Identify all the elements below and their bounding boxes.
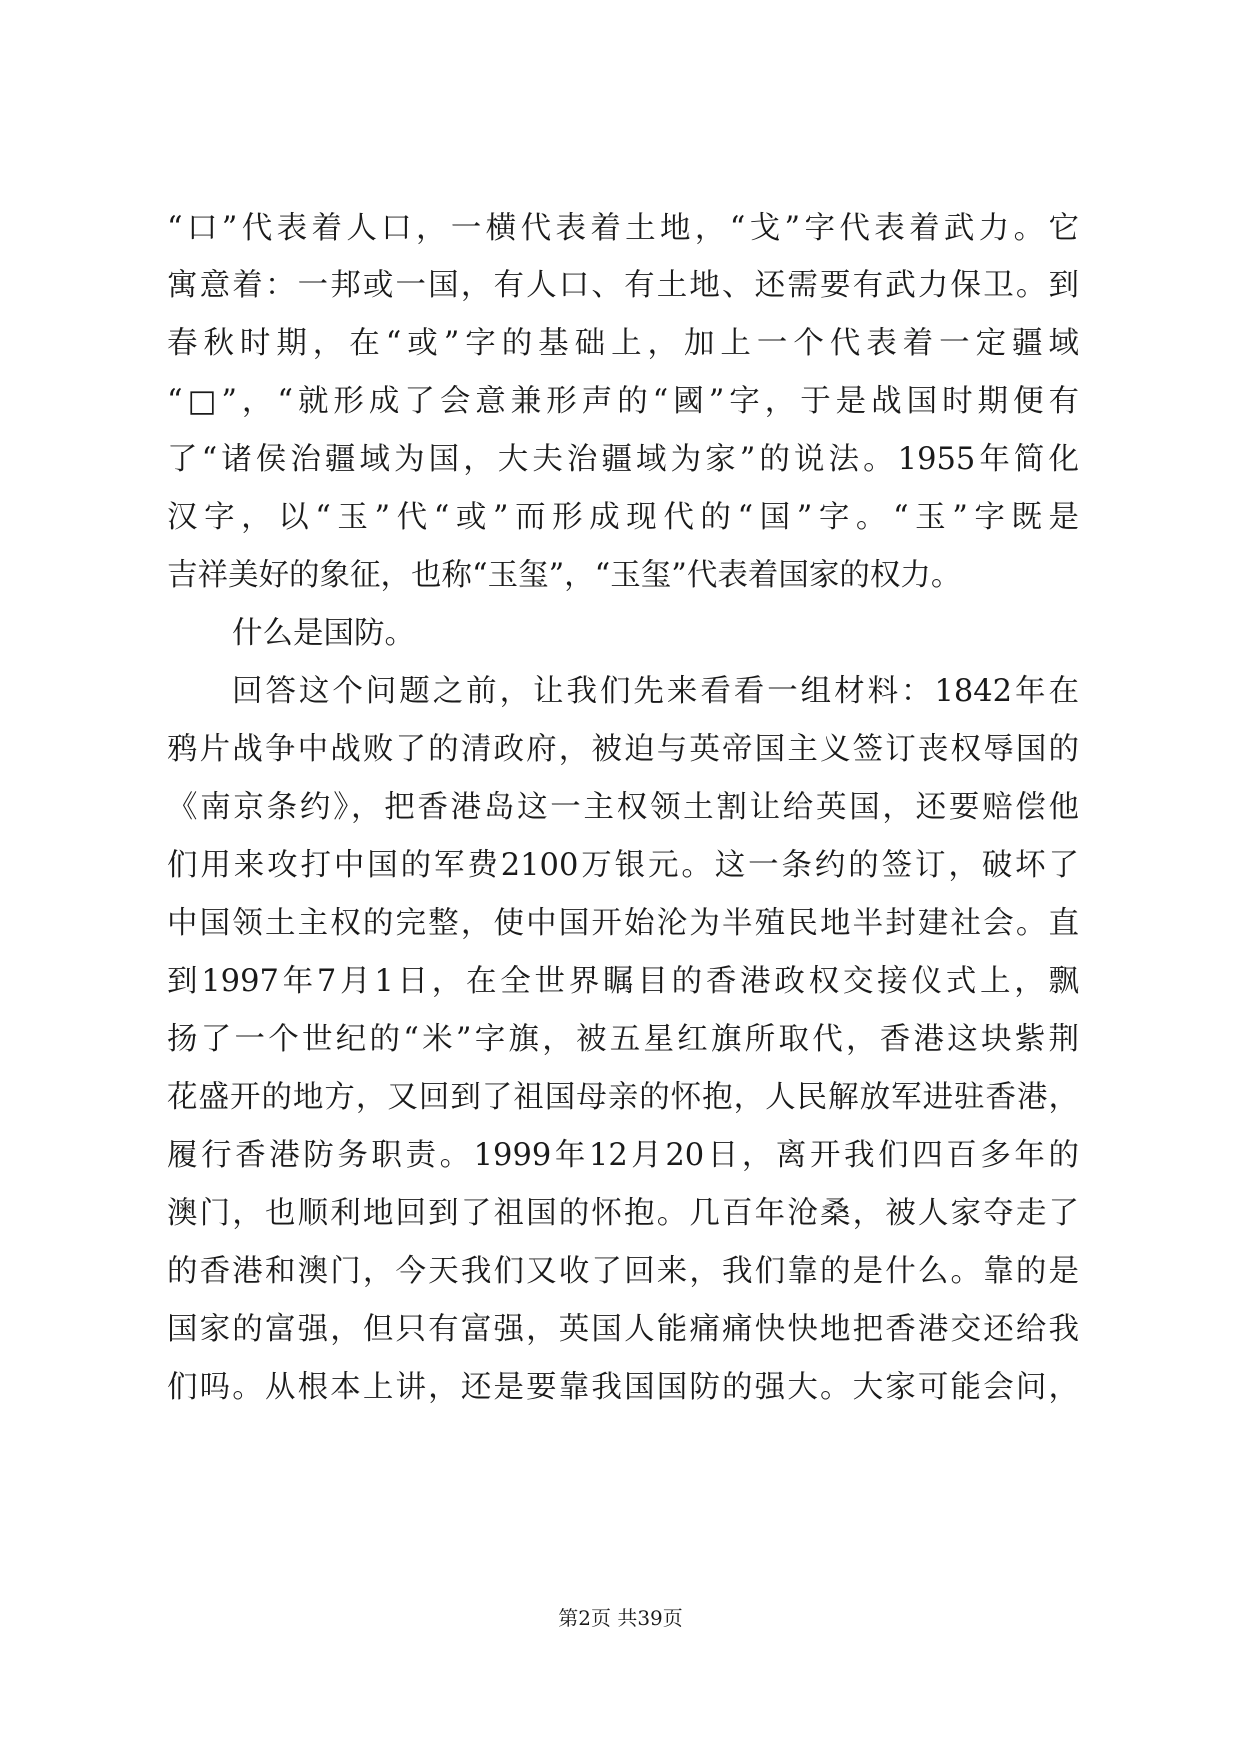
text-line: 履行香港防务职责。1999年12月20日，离开我们四百多年的 <box>167 1138 1079 1173</box>
text-line: 花盛开的地方，又回到了祖国母亲的怀抱，人民解放军进驻香港， <box>167 1080 1079 1115</box>
text-line: 《南京条约》，把香港岛这一主权领土割让给英国，还要赔偿他 <box>167 790 1079 825</box>
text-line: 国家的富强，但只有富强，英国人能痛痛快快地把香港交还给我 <box>167 1312 1079 1347</box>
paragraph-heading: 什么是国防。 <box>232 616 415 651</box>
text-line: 回答这个问题之前，让我们先来看看一组材料：1842年在 <box>232 674 1079 709</box>
text-line: 寓意着：一邦或一国，有人口、有土地、还需要有武力保卫。到 <box>167 268 1079 303</box>
text-line: “口”代表着人口，一横代表着土地，“戈”字代表着武力。它 <box>167 211 1079 246</box>
text-line: 吉祥美好的象征，也称“玉玺”，“玉玺”代表着国家的权力。 <box>167 558 962 593</box>
text-line: 鸦片战争中战败了的清政府，被迫与英帝国主义签订丧权辱国的 <box>167 732 1079 767</box>
text-line: 中国领土主权的完整，使中国开始沦为半殖民地半封建社会。直 <box>167 906 1079 941</box>
text-line: 们吗。从根本上讲，还是要靠我国国防的强大。大家可能会问， <box>167 1370 1079 1405</box>
text-line: 了“诸侯治疆域为国，大夫治疆域为家”的说法。1955年简化 <box>167 442 1079 477</box>
text-line: 扬了一个世纪的“米”字旗，被五星红旗所取代，香港这块紫荆 <box>167 1022 1079 1057</box>
text-line: “□”，“就形成了会意兼形声的“國”字，于是战国时期便有 <box>167 384 1079 419</box>
text-line: 的香港和澳门，今天我们又收了回来，我们靠的是什么。靠的是 <box>167 1254 1079 1289</box>
text-line: 们用来攻打中国的军费2100万银元。这一条约的签订，破坏了 <box>167 848 1079 883</box>
page-number-footer: 第2页 共39页 <box>558 1606 683 1630</box>
text-line: 汉字，以“玉”代“或”而形成现代的“国”字。“玉”字既是 <box>167 500 1079 535</box>
text-line: 澳门，也顺利地回到了祖国的怀抱。几百年沧桑，被人家夺走了 <box>167 1196 1079 1231</box>
text-line: 到1997年7月1日，在全世界瞩目的香港政权交接仪式上，飘 <box>167 964 1079 999</box>
text-line: 春秋时期，在“或”字的基础上，加上一个代表着一定疆域 <box>167 326 1079 361</box>
